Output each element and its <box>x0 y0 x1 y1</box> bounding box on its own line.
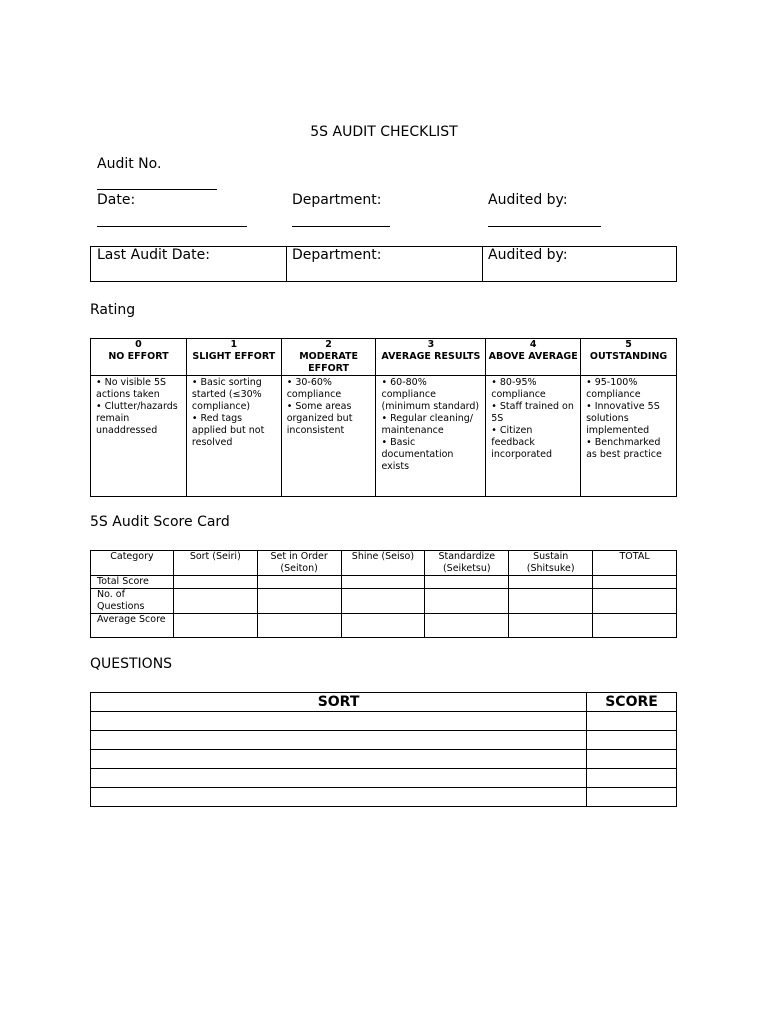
department-line[interactable] <box>292 226 390 227</box>
date-label: Date: <box>97 192 136 208</box>
scorecard-cell[interactable] <box>509 589 593 614</box>
audit-no-label: Audit No. <box>97 156 162 172</box>
scorecard-cell[interactable] <box>509 576 593 589</box>
score-cell[interactable] <box>587 731 677 750</box>
scorecard-header-set-in-order: Set in Order (Seiton) <box>257 551 341 576</box>
scorecard-header-category: Category <box>91 551 174 576</box>
rating-header-5: 5 OUTSTANDING <box>581 339 677 376</box>
scorecard-cell[interactable] <box>593 576 677 589</box>
scorecard-row-label: Total Score <box>91 576 174 589</box>
scorecard-cell[interactable] <box>425 576 509 589</box>
scorecard-cell[interactable] <box>257 576 341 589</box>
scorecard-cell[interactable] <box>593 589 677 614</box>
scorecard-header-shine: Shine (Seiso) <box>341 551 425 576</box>
questions-table <box>90 692 677 807</box>
rating-desc-0: • No visible 5S actions taken • Clutter/hazards remain unaddressed <box>91 376 187 497</box>
scorecard-header-total: TOTAL <box>593 551 677 576</box>
rating-desc-5: • 95-100% compliance • Innovative 5S solutions implemented • Benchmarked as best practice <box>581 376 677 497</box>
rating-header-0: 0 NO EFFORT <box>91 339 187 376</box>
question-cell[interactable] <box>91 731 587 750</box>
page-title: 5S AUDIT CHECKLIST <box>310 124 458 140</box>
scorecard-header-sort: Sort (Seiri) <box>173 551 257 576</box>
score-cell[interactable] <box>587 750 677 769</box>
last-department-label: Department: <box>292 247 382 263</box>
rating-desc-4: • 80-95% compliance • Staff trained on 5S • Citizen feedback incorporated <box>486 376 581 497</box>
scorecard-cell[interactable] <box>341 614 425 638</box>
scorecard-cell[interactable] <box>173 576 257 589</box>
audited-by-label: Audited by: <box>488 192 568 208</box>
rating-header-2: 2 MODERATE EFFORT <box>281 339 376 376</box>
rating-desc-3: • 60-80% compliance (minimum standard) • Regular cleaning/maintenance • Basic documentation exists <box>376 376 486 497</box>
scorecard-cell[interactable] <box>341 589 425 614</box>
scorecard-header-sustain: Sustain (Shitsuke) <box>509 551 593 576</box>
last-department-line[interactable] <box>292 281 390 282</box>
date-line[interactable] <box>97 226 247 227</box>
scorecard-cell[interactable] <box>173 589 257 614</box>
last-audit-date-label: Last Audit Date: <box>97 247 210 263</box>
questions-header-score: SCORE <box>587 693 677 712</box>
question-cell[interactable] <box>91 750 587 769</box>
rating-header-3: 3 AVERAGE RESULTS <box>376 339 486 376</box>
question-cell[interactable] <box>91 769 587 788</box>
scorecard-cell[interactable] <box>257 589 341 614</box>
last-audit-date-line[interactable] <box>97 281 247 282</box>
score-cell[interactable] <box>587 788 677 807</box>
scorecard-cell[interactable] <box>509 614 593 638</box>
audited-by-line[interactable] <box>488 226 601 227</box>
questions-heading: QUESTIONS <box>90 656 173 672</box>
scorecard-cell[interactable] <box>425 614 509 638</box>
scorecard-heading: 5S Audit Score Card <box>90 514 230 530</box>
audit-no-line[interactable] <box>97 189 217 190</box>
scorecard-cell[interactable] <box>341 576 425 589</box>
scorecard-cell[interactable] <box>257 614 341 638</box>
rating-heading: Rating <box>90 302 136 318</box>
scorecard-header-standardize: Standardize (Seiketsu) <box>425 551 509 576</box>
scorecard-table <box>90 550 677 638</box>
rating-header-4: 4 ABOVE AVERAGE <box>486 339 581 376</box>
rating-desc-2: • 30-60% compliance • Some areas organized but inconsistent <box>281 376 376 497</box>
rating-desc-1: • Basic sorting started (≤30% compliance) • Red tags applied but not resolved <box>186 376 281 497</box>
department-label: Department: <box>292 192 382 208</box>
score-cell[interactable] <box>587 712 677 731</box>
rating-header-1: 1 SLIGHT EFFORT <box>186 339 281 376</box>
question-cell[interactable] <box>91 712 587 731</box>
scorecard-row-label: No. of Questions <box>91 589 174 614</box>
scorecard-row-label: Average Score <box>91 614 174 638</box>
scorecard-cell[interactable] <box>173 614 257 638</box>
last-audited-by-label: Audited by: <box>488 247 568 263</box>
rating-table <box>90 338 677 497</box>
last-audited-by-line[interactable] <box>488 281 601 282</box>
questions-header-sort: SORT <box>91 693 587 712</box>
score-cell[interactable] <box>587 769 677 788</box>
scorecard-cell[interactable] <box>425 589 509 614</box>
question-cell[interactable] <box>91 788 587 807</box>
scorecard-cell[interactable] <box>593 614 677 638</box>
